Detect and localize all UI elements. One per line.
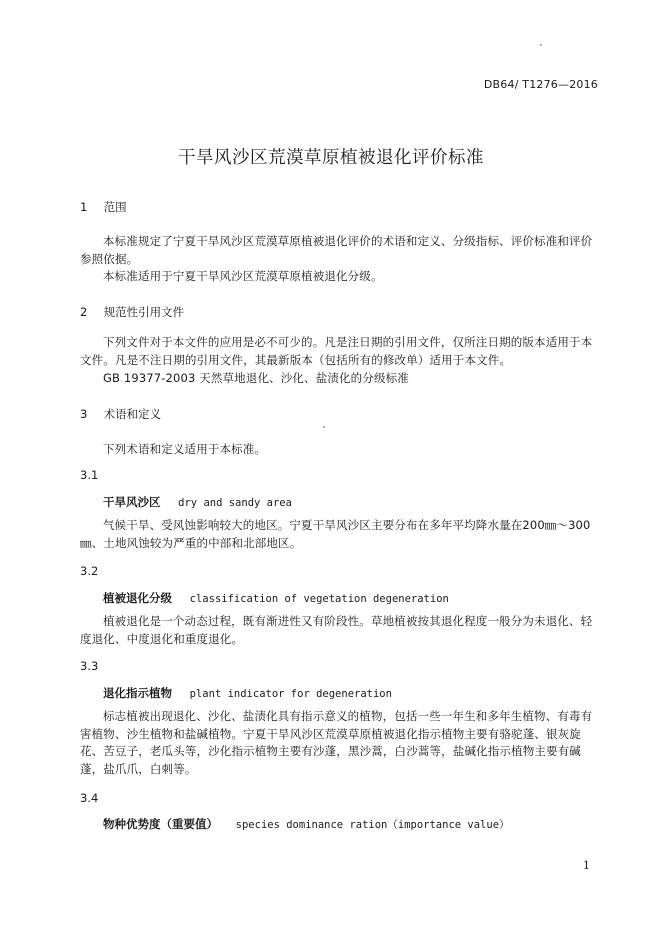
scan-speck	[540, 44, 542, 46]
term-english: classification of vegetation degeneration	[189, 593, 449, 605]
term-english: species dominance ration（importance value）	[235, 819, 510, 831]
references-paragraph-1: 下列文件对于本文件的应用是必不可少的。凡是注日期的引用文件，仅所注日期的版本适用于本文件。凡是不注日期的引用文件，其最新版本（包括所有的修改单）适用于本文件。	[80, 335, 593, 367]
scan-speck	[323, 426, 325, 428]
section-heading-scope	[80, 199, 127, 215]
term-number: 3.2	[80, 564, 99, 578]
term-number: 3.4	[80, 791, 99, 805]
scope-paragraph-2: 本标准适用于宁夏干旱风沙区荒漠草原植被退化分级。	[103, 269, 383, 283]
term-number: 3.3	[80, 659, 99, 673]
term-definition: 植被退化是一个动态过程，既有渐进性又有阶段性。草地植被按其退化程度一般分为未退化、轻度退化、中度退化和重度退化。	[80, 614, 593, 646]
term-heading	[103, 685, 392, 701]
term-chinese: 植被退化分级	[103, 591, 172, 605]
reference-item: GB 19377-2003 天然草地退化、沙化、盐渍化的分级标准	[103, 371, 409, 385]
term-chinese: 退化指示植物	[103, 686, 172, 700]
section-title: 范围	[103, 200, 127, 214]
term-definition: 气候干旱、受风蚀影响较大的地区。宁夏干旱风沙区主要分布在多年平均降水量在200㎜～300㎜、土地风蚀较为严重的中部和北部地区。	[80, 518, 591, 550]
section-number: 2	[80, 305, 88, 319]
term-number: 3.1	[80, 468, 99, 482]
section-title: 规范性引用文件	[103, 305, 185, 319]
section-heading-terms	[80, 406, 161, 422]
standard-code: DB64/ T1276—2016	[483, 78, 598, 91]
scope-paragraph-1: 本标准规定了宁夏干旱风沙区荒漠草原植被退化评价的术语和定义、分级指标、评价标准和评价参照依据。	[80, 234, 593, 266]
term-definition: 标志植被出现退化、沙化、盐渍化具有指示意义的植物，包括一些一年生和多年生植物、有毒有害植物、沙生植物和盐碱植物。宁夏干旱风沙区荒漠草原植被退化指示植物主要有骆驼蓬、银灰旋花、苦豆子，老瓜头等，沙化指示植物主要有沙蓬，黑沙蒿，白沙蒿等，盐碱化指示植物主要有碱蓬，盐爪爪，白刺等。	[80, 709, 593, 776]
term-heading	[103, 816, 510, 832]
page-number: 1	[583, 859, 590, 872]
section-number: 1	[80, 200, 88, 214]
term-heading	[103, 494, 292, 510]
section-title: 术语和定义	[103, 407, 162, 421]
term-english: dry and sandy area	[178, 497, 292, 509]
document-title: 干旱风沙区荒漠草原植被退化评价标准	[178, 148, 484, 168]
term-heading	[103, 590, 449, 606]
term-chinese: 干旱风沙区	[103, 495, 161, 509]
term-english: plant indicator for degeneration	[189, 688, 392, 700]
section-number: 3	[80, 407, 88, 421]
terms-intro: 下列术语和定义适用于本标准。	[103, 442, 267, 456]
section-heading-references	[80, 304, 184, 320]
term-chinese: 物种优势度（重要值）	[103, 817, 218, 831]
